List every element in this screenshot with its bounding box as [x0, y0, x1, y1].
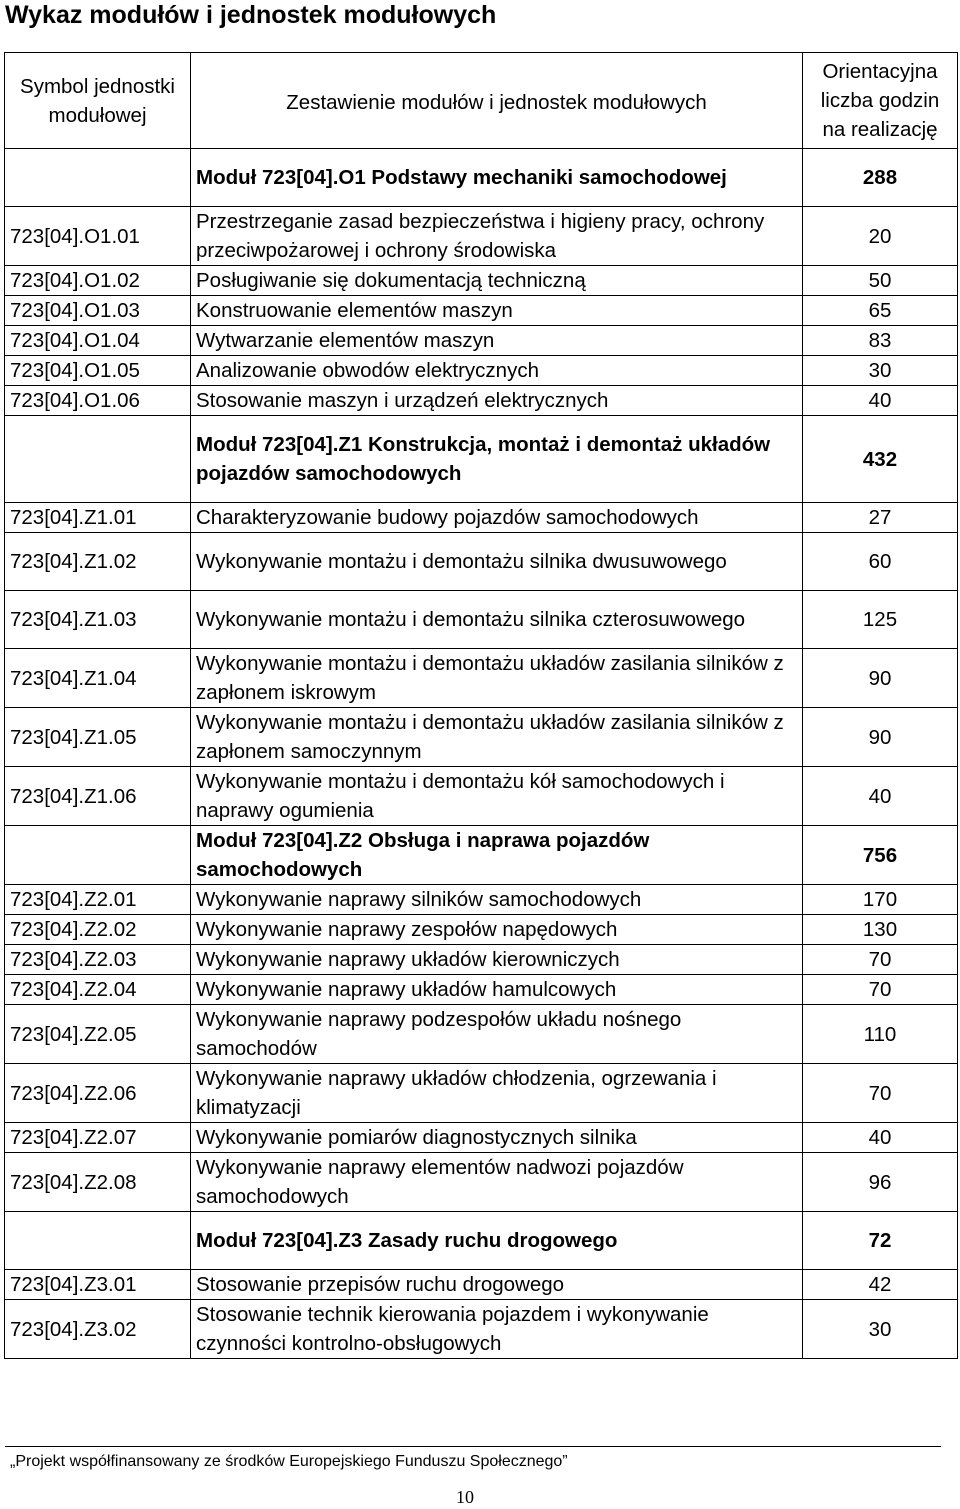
- hours-cell: 110: [803, 1005, 958, 1064]
- name-cell: Moduł 723[04].Z1 Konstrukcja, montaż i demontaż układów pojazdów samochodowych: [191, 416, 803, 503]
- name-cell: Wykonywanie naprawy silników samochodowych: [191, 885, 803, 915]
- hours-cell: 40: [803, 1123, 958, 1153]
- hours-cell: 42: [803, 1270, 958, 1300]
- name-cell: Wykonywanie naprawy zespołów napędowych: [191, 915, 803, 945]
- code-cell: 723[04].Z1.05: [5, 708, 191, 767]
- hours-cell: 756: [803, 826, 958, 885]
- table-row: [5, 975, 958, 1005]
- hours-cell: 90: [803, 649, 958, 708]
- code-cell: [5, 826, 191, 885]
- name-cell: Wykonywanie montażu i demontażu kół samochodowych i naprawy ogumienia: [191, 767, 803, 826]
- code-cell: [5, 149, 191, 207]
- hours-cell: 70: [803, 975, 958, 1005]
- header-hours: Orientacyjna liczba godzin na realizację: [803, 53, 958, 149]
- name-cell: Wykonywanie montażu i demontażu układów zasilania silników z zapłonem iskrowym: [191, 649, 803, 708]
- module-row: [5, 149, 958, 207]
- code-cell: 723[04].O1.01: [5, 207, 191, 266]
- code-cell: 723[04].O1.05: [5, 356, 191, 386]
- name-cell: Wykonywanie montażu i demontażu silnika czterosuwowego: [191, 591, 803, 649]
- code-cell: 723[04].Z2.02: [5, 915, 191, 945]
- code-cell: 723[04].O1.06: [5, 386, 191, 416]
- hours-cell: 30: [803, 356, 958, 386]
- code-cell: 723[04].Z3.02: [5, 1300, 191, 1359]
- table-row: [5, 1123, 958, 1153]
- table-row: [5, 326, 958, 356]
- name-cell: Analizowanie obwodów elektrycznych: [191, 356, 803, 386]
- table-row: [5, 533, 958, 591]
- name-cell: Moduł 723[04].Z2 Obsługa i naprawa pojazdów samochodowych: [191, 826, 803, 885]
- hours-cell: 170: [803, 885, 958, 915]
- hours-cell: 90: [803, 708, 958, 767]
- hours-cell: 65: [803, 296, 958, 326]
- module-row: [5, 416, 958, 503]
- name-cell: Wykonywanie naprawy układów kierowniczych: [191, 945, 803, 975]
- table-row: [5, 767, 958, 826]
- table-row: [5, 1153, 958, 1212]
- table-row: [5, 591, 958, 649]
- code-cell: 723[04].Z2.01: [5, 885, 191, 915]
- table-row: [5, 885, 958, 915]
- code-cell: 723[04].Z1.03: [5, 591, 191, 649]
- table-row: [5, 207, 958, 266]
- name-cell: Wykonywanie montażu i demontażu układów zasilania silników z zapłonem samoczynnym: [191, 708, 803, 767]
- name-cell: Stosowanie technik kierowania pojazdem i wykonywanie czynności kontrolno-obsługowych: [191, 1300, 803, 1359]
- code-cell: 723[04].Z2.06: [5, 1064, 191, 1123]
- hours-cell: 27: [803, 503, 958, 533]
- table-row: [5, 296, 958, 326]
- code-cell: [5, 416, 191, 503]
- table-row: [5, 266, 958, 296]
- modules-table-body: [5, 53, 958, 1359]
- table-row: [5, 708, 958, 767]
- name-cell: Wykonywanie montażu i demontażu silnika dwusuwowego: [191, 533, 803, 591]
- code-cell: 723[04].Z2.03: [5, 945, 191, 975]
- name-cell: Stosowanie przepisów ruchu drogowego: [191, 1270, 803, 1300]
- hours-cell: 83: [803, 326, 958, 356]
- code-cell: 723[04].Z1.04: [5, 649, 191, 708]
- name-cell: Przestrzeganie zasad bezpieczeństwa i higieny pracy, ochrony przeciwpożarowej i ochrony środowiska: [191, 207, 803, 266]
- code-cell: 723[04].Z2.07: [5, 1123, 191, 1153]
- hours-cell: 432: [803, 416, 958, 503]
- table-row: [5, 1300, 958, 1359]
- name-cell: Moduł 723[04].O1 Podstawy mechaniki samochodowej: [191, 149, 803, 207]
- module-row: [5, 1212, 958, 1270]
- name-cell: Moduł 723[04].Z3 Zasady ruchu drogowego: [191, 1212, 803, 1270]
- hours-cell: 70: [803, 1064, 958, 1123]
- hours-cell: 50: [803, 266, 958, 296]
- code-cell: 723[04].Z2.08: [5, 1153, 191, 1212]
- code-cell: 723[04].Z2.04: [5, 975, 191, 1005]
- code-cell: 723[04].Z3.01: [5, 1270, 191, 1300]
- table-row: [5, 1005, 958, 1064]
- name-cell: Posługiwanie się dokumentacją techniczną: [191, 266, 803, 296]
- table-row: [5, 356, 958, 386]
- hours-cell: 96: [803, 1153, 958, 1212]
- module-row: [5, 826, 958, 885]
- table-row: [5, 1270, 958, 1300]
- table-row: [5, 503, 958, 533]
- table-row: [5, 649, 958, 708]
- header-name: Zestawienie modułów i jednostek modułowych: [191, 53, 803, 149]
- hours-cell: 40: [803, 767, 958, 826]
- footer-rule: [5, 1446, 941, 1447]
- name-cell: Wykonywanie naprawy podzespołów układu nośnego samochodów: [191, 1005, 803, 1064]
- name-cell: Wykonywanie naprawy elementów nadwozi pojazdów samochodowych: [191, 1153, 803, 1212]
- hours-cell: 130: [803, 915, 958, 945]
- table-row: [5, 386, 958, 416]
- name-cell: Wytwarzanie elementów maszyn: [191, 326, 803, 356]
- name-cell: Wykonywanie naprawy układów hamulcowych: [191, 975, 803, 1005]
- code-cell: 723[04].Z1.06: [5, 767, 191, 826]
- code-cell: 723[04].O1.02: [5, 266, 191, 296]
- hours-cell: 288: [803, 149, 958, 207]
- hours-cell: 20: [803, 207, 958, 266]
- hours-cell: 72: [803, 1212, 958, 1270]
- name-cell: Wykonywanie naprawy układów chłodzenia, ogrzewania i klimatyzacji: [191, 1064, 803, 1123]
- table-row: [5, 945, 958, 975]
- code-cell: [5, 1212, 191, 1270]
- hours-cell: 125: [803, 591, 958, 649]
- code-cell: 723[04].Z1.01: [5, 503, 191, 533]
- page-number: 10: [456, 1487, 474, 1507]
- code-cell: 723[04].Z1.02: [5, 533, 191, 591]
- code-cell: 723[04].Z2.05: [5, 1005, 191, 1064]
- name-cell: Wykonywanie pomiarów diagnostycznych silnika: [191, 1123, 803, 1153]
- table-row: [5, 1064, 958, 1123]
- table-header-row: [5, 53, 958, 149]
- hours-cell: 40: [803, 386, 958, 416]
- header-code: Symbol jednostki modułowej: [5, 53, 191, 149]
- code-cell: 723[04].O1.04: [5, 326, 191, 356]
- modules-table: [4, 52, 958, 1359]
- name-cell: Konstruowanie elementów maszyn: [191, 296, 803, 326]
- table-row: [5, 915, 958, 945]
- footer-note: „Projekt współfinansowany ze środków Europejskiego Funduszu Społecznego”: [10, 1453, 568, 1470]
- page-title: Wykaz modułów i jednostek modułowych: [5, 1, 497, 29]
- code-cell: 723[04].O1.03: [5, 296, 191, 326]
- name-cell: Stosowanie maszyn i urządzeń elektrycznych: [191, 386, 803, 416]
- hours-cell: 30: [803, 1300, 958, 1359]
- hours-cell: 60: [803, 533, 958, 591]
- name-cell: Charakteryzowanie budowy pojazdów samochodowych: [191, 503, 803, 533]
- hours-cell: 70: [803, 945, 958, 975]
